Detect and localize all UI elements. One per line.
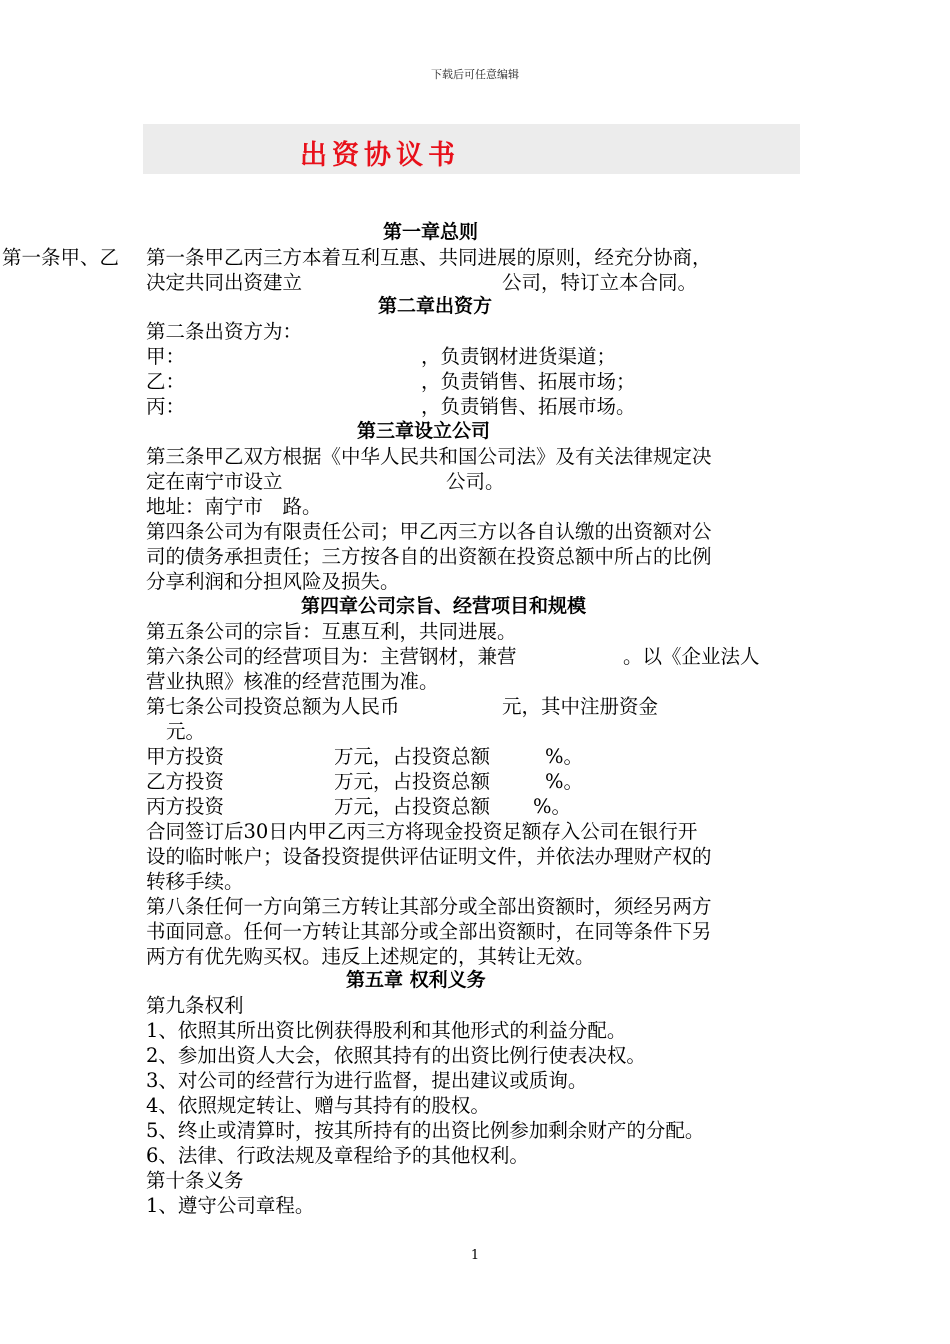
right-item-2: 2、参加出资人大会，依照其持有的出资比例行使表决权。 [146, 1044, 646, 1067]
chapter-1-heading: 第一章总则 [383, 221, 479, 243]
chapter-4-heading: 第四章公司宗旨、经营项目和规模 [301, 595, 587, 617]
article-4-line-3: 分享利润和分担风险及损失。 [146, 570, 400, 593]
investment-jia-label: 甲方投资 [146, 745, 225, 768]
party-jia-duty: ，负责钢材进货渠道； [421, 345, 617, 368]
investment-yi-label: 乙方投资 [146, 770, 225, 793]
contract-line-1: 合同签订后30日内甲乙丙三方将现金投资足额存入公司在银行开 [146, 820, 698, 843]
article-6-line-2: 营业执照》核准的经营范围为准。 [146, 670, 439, 693]
article-5: 第五条公司的宗旨：互惠互利，共同进展。 [146, 620, 517, 643]
article-7-line-1a: 第七条公司投资总额为人民币 [146, 695, 400, 718]
address-line: 地址：南宁市 路。 [146, 495, 322, 518]
header-note: 下载后可任意编辑 [431, 68, 519, 81]
article-2: 第二条出资方为： [146, 320, 303, 343]
article-1-line-1: 第一条甲乙丙三方本着互利互惠、共同进展的原则，经充分协商， [146, 246, 712, 269]
right-item-1: 1、依照其所出资比例获得股利和其他形式的利益分配。 [146, 1019, 627, 1042]
article-4-line-1: 第四条公司为有限责任公司；甲乙丙三方以各自认缴的出资额对公 [146, 520, 712, 543]
article-6-line-1a: 第六条公司的经营项目为：主营钢材，兼营 [146, 645, 517, 668]
article-4-line-2: 司的债务承担责任；三方按各自的出资额在投资总额中所占的比例 [146, 545, 712, 568]
article-1-line-2a: 决定共同出资建立 [146, 271, 303, 294]
article-10: 第十条义务 [146, 1169, 244, 1192]
party-yi-duty: ，负责销售、拓展市场； [421, 370, 636, 393]
document-title: 出资协议书 [300, 140, 460, 171]
chapter-5-heading: 第五章 权利义务 [346, 969, 486, 991]
chapter-3-heading: 第三章设立公司 [357, 420, 491, 442]
article-3-line-1: 第三条甲乙双方根据《中华人民共和国公司法》及有关法律规定决 [146, 445, 712, 468]
article-8-line-1: 第八条任何一方向第三方转让其部分或全部出资额时，须经另两方 [146, 895, 712, 918]
party-yi-label: 乙： [146, 370, 186, 393]
party-jia-label: 甲： [146, 345, 186, 368]
party-bing-label: 丙： [146, 395, 186, 418]
article-1-line-2b: 公司，特订立本合同。 [502, 271, 698, 294]
article-8-line-3: 两方有优先购买权。违反上述规定的，其转让无效。 [146, 945, 595, 968]
chapter-2-heading: 第二章出资方 [378, 295, 493, 317]
investment-bing-percent: %。 [533, 795, 572, 818]
contract-line-3: 转移手续。 [146, 870, 244, 893]
article-6-line-1b: 。以《企业法人 [623, 645, 760, 668]
article-3-line-2a: 定在南宁市设立 [146, 470, 283, 493]
right-item-3: 3、对公司的经营行为进行监督，提出建议或质询。 [146, 1069, 588, 1092]
title-band [143, 124, 800, 174]
article-7-line-1b: 元，其中注册资金 [502, 695, 659, 718]
investment-bing-amount: 万元，占投资总额 [334, 795, 491, 818]
article-3-line-2b: 公司。 [446, 470, 505, 493]
page-number: 1 [470, 1248, 480, 1263]
contract-line-2: 设的临时帐户；设备投资提供评估证明文件，并依法办理财产权的 [146, 845, 712, 868]
article-7-line-2: 元。 [166, 720, 206, 743]
right-item-4: 4、依照规定转让、赠与其持有的股权。 [146, 1094, 490, 1117]
right-item-6: 6、法律、行政法规及章程给予的其他权利。 [146, 1144, 529, 1167]
investment-jia-amount: 万元，占投资总额 [334, 745, 491, 768]
duty-item-1: 1、遵守公司章程。 [146, 1194, 315, 1217]
investment-bing-label: 丙方投资 [146, 795, 225, 818]
right-item-5: 5、终止或清算时，按其所持有的出资比例参加剩余财产的分配。 [146, 1119, 705, 1142]
margin-fragment: 第一条甲、乙 [2, 246, 120, 269]
investment-yi-amount: 万元，占投资总额 [334, 770, 491, 793]
investment-yi-percent: %。 [545, 770, 584, 793]
article-8-line-2: 书面同意。任何一方转让其部分或全部出资额时，在同等条件下另 [146, 920, 712, 943]
article-9: 第九条权利 [146, 994, 244, 1017]
investment-jia-percent: %。 [545, 745, 584, 768]
party-bing-duty: ，负责销售、拓展市场。 [421, 395, 636, 418]
